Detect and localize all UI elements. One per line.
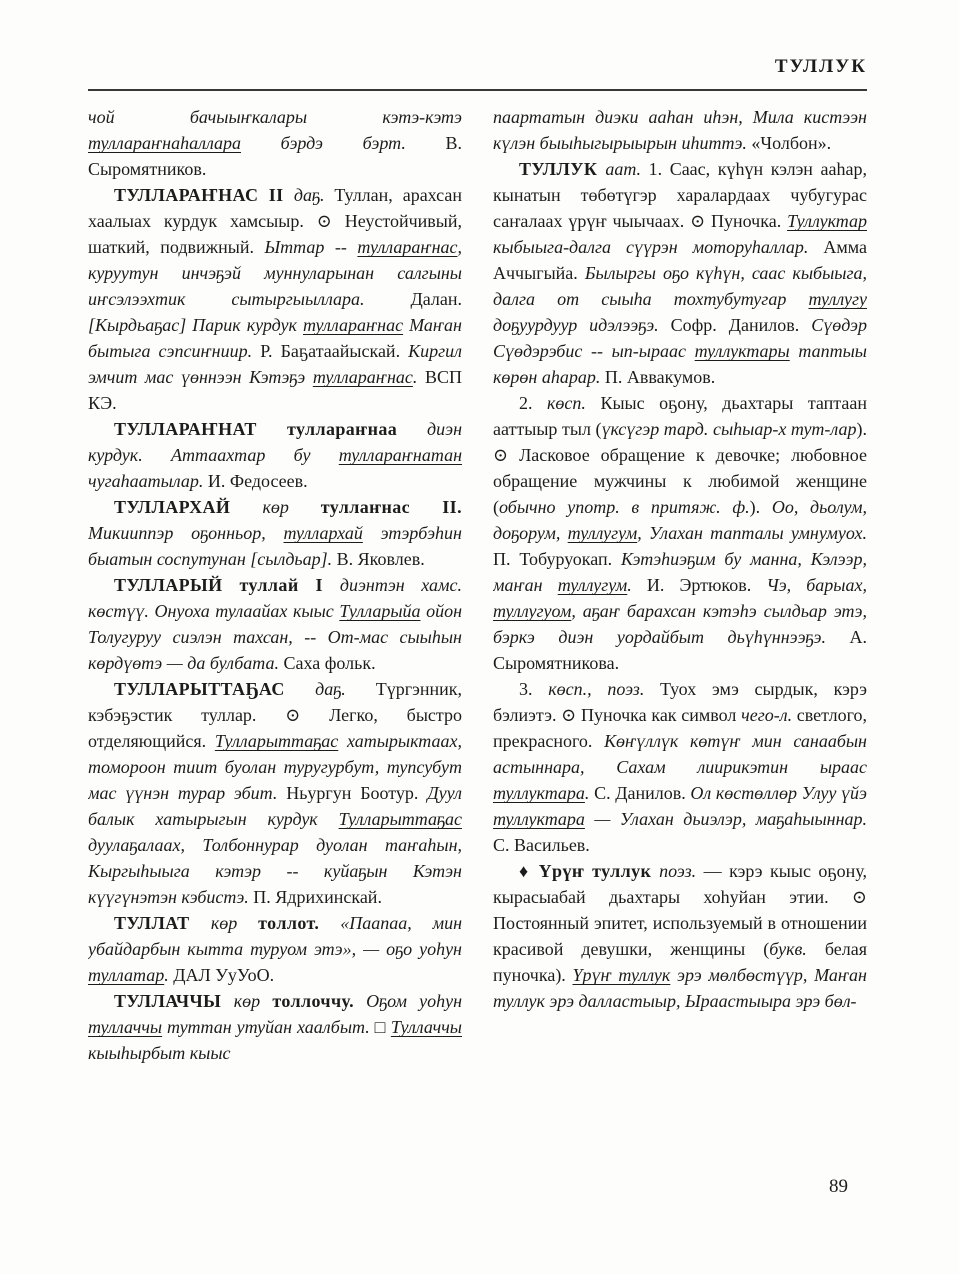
underlined-term: туллараҥнас	[302, 315, 404, 335]
underlined-term: туллараҥнас	[312, 367, 413, 387]
example-text: Дуул балык хатырыгын курдук	[88, 783, 462, 829]
underlined-term: Үрүҥ туллук	[572, 965, 671, 985]
body-text: □	[369, 1017, 391, 1037]
page-number: 89	[829, 1176, 848, 1197]
underlined-term: туллараҥнаһаллара	[88, 133, 242, 153]
body-text: Түргэнник, кэбэҕэстик туллар. ⊙ Легко, быстро отделяющийся.	[88, 679, 462, 751]
example-text: аат.	[605, 159, 642, 179]
example-text: Сүөдэр Сүөдэрэбис -- ып-ыраас	[493, 315, 867, 361]
example-text: обычно употр. в притяж. ф.	[499, 497, 750, 517]
underlined-term: туллараҥнатан	[338, 445, 462, 465]
underlined-term: туллугум	[557, 575, 628, 595]
example-text: букв.	[769, 939, 807, 959]
body-text: П. Тобуруокап.	[493, 549, 621, 569]
example-text: , аҕаҥ барахсан кэтэһэ сылдьар этэ, бэркэ диэн уордайбыт дьүһүннээҕэ.	[493, 601, 867, 647]
example-text: поэз.	[659, 861, 697, 881]
text-columns	[88, 104, 867, 1066]
underlined-term: Туллаччы	[390, 1017, 462, 1037]
example-text: Оо, дьолум, доҕорум,	[493, 497, 867, 543]
headword: ТУЛЛАРЫТТАҔАС	[114, 679, 316, 699]
headword: ТУЛЛАЧЧЫ	[114, 991, 234, 1011]
underlined-term: туллуктара	[493, 809, 585, 829]
example-text: Маҥан бытыга сэпсиҥниир.	[88, 315, 462, 361]
example-text: [Кырдьаҕас] Парик курдук	[88, 315, 303, 335]
body-text: И. Эртюков.	[631, 575, 767, 595]
example-text: Ол көстөллөр Улуу үйэ	[690, 783, 867, 803]
underlined-term: туллугуом	[493, 601, 572, 621]
underlined-term: туллаччы	[88, 1017, 163, 1037]
example-text: чугаһаатылар.	[88, 471, 204, 491]
example-text: бэрдэ бэрт.	[241, 133, 406, 153]
example-text: кыбыыга-далга сүүрэн моторуһаллар.	[493, 237, 809, 257]
example-text: — Улахан дьиэлэр, маҕаһыыннар.	[584, 809, 867, 829]
body-text: ВСП КЭ.	[88, 367, 462, 413]
body-text: П. Аввакумов.	[600, 367, 716, 387]
underlined-term: туллуктара	[493, 783, 585, 803]
underlined-term: туллуктары	[694, 341, 790, 361]
entry-paragraph	[493, 156, 867, 390]
example-text: ойон Толугуруу сиэлэн тахсан, -- От-мас сыыһын көрдүөтэ — да булбата.	[88, 601, 462, 673]
entry-paragraph	[493, 858, 867, 1014]
header-rule	[88, 89, 867, 91]
example-text: , куруутун инчэҕэй муннуларынан салгыны иҥсэлээхтик сытыргыыллара.	[88, 237, 462, 309]
example-text: паартатын диэки ааһан иһэн, Мила кистээн күлэн быыһыгырыырын иһиттэ.	[493, 107, 867, 153]
body-text: 1. Саас, күһүн кэлэн ааһар, кынатын төбөтүгэр харалардаах чубугурас саҥалаах үрүҥ чыычаах. ⊙ Пуночка.	[493, 159, 867, 231]
left-column	[88, 104, 462, 1066]
body-text: Туллан, арахсан хаалыах курдук хамсыыр. ⊙ Неустойчивый, шаткий, подвижный.	[88, 185, 462, 257]
underlined-term: туллугум	[567, 523, 638, 543]
headword: толлот.	[258, 913, 320, 933]
entry-paragraph	[88, 104, 462, 182]
body-text: А. Сыромятникова.	[493, 627, 867, 673]
example-text: көсп.	[547, 393, 586, 413]
example-text: доҕуурдуур идэлээҕэ.	[493, 315, 659, 335]
body-text: ♦	[519, 861, 539, 881]
example-text: көр	[233, 991, 273, 1011]
example-text: Оҕом уоһун	[354, 991, 462, 1011]
example-text: Чэ, барыах,	[766, 575, 867, 595]
example-text: дуулаҕалаах, Толбоннурар дуолан таҥаһын, Кыргыһыыга кэтэр -- куйаҕын Кэтэн күүгүнэтэн кэбистэ.	[88, 835, 462, 907]
body-text: светлого, прекрасного.	[493, 705, 867, 751]
example-text: Былыргы оҕо күһүн, саас кыбыыга, далга от сыыһа тохтубутугар	[493, 263, 867, 309]
body-text: 3.	[519, 679, 549, 699]
example-text: , Улахан тапталы умнумуох.	[637, 523, 867, 543]
body-text: Р. Баҕатаайыскай.	[252, 341, 409, 361]
right-column	[493, 104, 867, 1066]
body-text: — кэрэ кыыс оҕону, кырасыабай дьахтары хоһуйан этии. ⊙ Постоянный эпитет, используемый в отношении красивой девушки, женщины (	[493, 861, 867, 959]
headword: туллаҥнас II.	[320, 497, 462, 517]
example-text: чего-л.	[741, 705, 793, 725]
body-text: В. Сыромятников.	[88, 133, 462, 179]
example-text: .	[627, 575, 632, 595]
underlined-term: Тулларыйа	[339, 601, 421, 621]
underlined-term: Тулларыттаҕас	[338, 809, 462, 829]
body-text: П. Ядрихинскай.	[248, 887, 382, 907]
example-text: этэрбэһин быатын соспутунан [сылдьар].	[88, 523, 462, 569]
example-text: кыыһырбыт кыыс	[88, 1043, 231, 1063]
example-text: чой бачыыҥкалары кэтэ-кэтэ	[88, 107, 462, 127]
example-text: «Паапаа, мин убайдарбын кытта туруом этэ», — оҕо уоһун	[88, 913, 462, 959]
example-text: Көҥүллүк көтүҥ мин санаабын астыннара, Сахам лиирикэтин ыраас	[493, 731, 867, 777]
example-text: .	[164, 965, 169, 985]
body-text: 2.	[519, 393, 548, 413]
underlined-term: Тулларыттаҕас	[214, 731, 339, 751]
body-text: В. Яковлев.	[332, 549, 425, 569]
example-text: .	[412, 367, 418, 387]
underlined-term: туллархай	[283, 523, 363, 543]
example-text: таптыы көрөн аһарар.	[493, 341, 867, 387]
headword: ТУЛЛАРАҤНАТ туллараҥнаа	[114, 419, 398, 439]
underlined-term: Туллуктар	[787, 211, 867, 231]
entry-paragraph	[493, 676, 867, 858]
body-text: Софр. Данилов.	[658, 315, 812, 335]
body-text: Далан.	[364, 289, 462, 309]
body-text: Амма Аччыгыйа.	[493, 237, 867, 283]
body-text: И. Федосеев.	[203, 471, 308, 491]
example-text: хатырыктаах, томороон тиит буолан туругурбут, тупсубут мас үүнэн турар эбит.	[88, 731, 462, 803]
body-text: белая пуночка).	[493, 939, 867, 985]
entry-paragraph	[88, 182, 462, 416]
running-head: ТУЛЛУК	[774, 56, 867, 77]
entry-paragraph	[88, 676, 462, 910]
headword: ТУЛЛАРАҤНАС II	[114, 185, 294, 205]
headword: толлоччу.	[272, 991, 355, 1011]
entry-paragraph	[493, 390, 867, 676]
underlined-term: туллугу	[808, 289, 867, 309]
body-text: Ньургун Боотур.	[277, 783, 428, 803]
headword: ТУЛЛАТ	[114, 913, 211, 933]
example-text: үксүгэр тард. сыһыар-х тут-лар	[601, 419, 857, 439]
headword: ТУЛЛАРЫЙ туллай I	[114, 575, 340, 595]
headword: ТУЛЛАРХАЙ	[114, 497, 263, 517]
example-text: диэн курдук. Аттаахтар бу	[88, 419, 462, 465]
underlined-term: туллатар	[88, 965, 165, 985]
entry-paragraph	[88, 988, 462, 1066]
underlined-term: туллараҥнас	[357, 237, 458, 257]
headword: Үрүҥ туллук	[538, 861, 660, 881]
body-text: ).	[749, 497, 772, 517]
example-text: диэнтэн хамс. көстүү. Онуоха тулаайах кыыс	[88, 575, 462, 621]
example-text: .	[584, 783, 590, 803]
body-text: С. Данилов.	[589, 783, 691, 803]
body-text: Саха фольк.	[279, 653, 376, 673]
entry-paragraph	[88, 416, 462, 494]
entry-paragraph	[88, 910, 462, 988]
example-text: Кэтэһиэҕим бу манна, Кэлээр, маҥан	[493, 549, 867, 595]
body-text: Кыыс оҕону, дьахтары таптаан ааттыыр тыл (	[493, 393, 867, 439]
body-text: Туох эмэ сырдык, кэрэ бэлиэтэ. ⊙ Пуночка как символ	[493, 679, 867, 725]
entry-paragraph	[493, 104, 867, 156]
entry-paragraph	[88, 494, 462, 572]
headword: ТУЛЛУК	[519, 159, 606, 179]
body-text: ДАЛ УуУоО.	[168, 965, 275, 985]
entry-paragraph	[88, 572, 462, 676]
example-text: даҕ.	[293, 185, 325, 205]
example-text: Ыттар --	[264, 237, 358, 257]
body-text: С. Васильев.	[493, 835, 590, 855]
body-text: «Чолбон».	[746, 133, 832, 153]
example-text: эрэ мөлбөстүүр, Маҥан туллук эрэ далластыыр, Ыраастыыра эрэ бөл-	[493, 965, 867, 1011]
example-text: көсп., поэз.	[548, 679, 645, 699]
example-text: Микииппэр оҕонньор,	[88, 523, 284, 543]
example-text: Киргил эмчит мас үөннээн Кэтэҕэ	[88, 341, 462, 387]
body-text: ). ⊙ Ласковое обращение к девочке; любовное обращение мужчины к любимой женщине (	[493, 419, 867, 517]
example-text: туттан утуйан хаалбыт.	[162, 1017, 370, 1037]
example-text: көр	[210, 913, 259, 933]
example-text: көр	[262, 497, 321, 517]
example-text: даҕ.	[315, 679, 346, 699]
